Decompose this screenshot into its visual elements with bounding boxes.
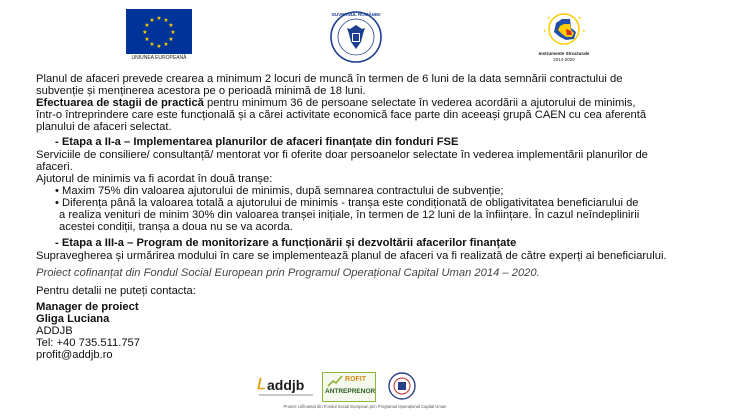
svg-text:★: ★ [168, 22, 174, 29]
svg-text:★: ★ [170, 29, 176, 36]
government-logo [330, 11, 382, 63]
business-plan-paragraph-line1: Planul de afaceri prevede crearea a minimum 2 locuri de muncă în termen de 6 luni de la data semnării contractului de [36, 73, 623, 85]
structural-instruments-years: 2014-2020 [553, 57, 575, 62]
svg-text:★: ★ [578, 15, 582, 20]
bullet-second-tranche-line1: • Diferența până la valoarea totală a ajutorului de minimis - tranșa este condiționată de obligativitatea beneficiarului de [55, 197, 639, 209]
cofinancing-note: Proiect cofinanțat din Fondul Social European prin Programul Operațional Capital Uman 2014 – 2020. [36, 267, 540, 279]
internship-text: pentru minimum 36 de persoane selectate în vederea acordării a ajutorului de minimis, [203, 97, 636, 109]
partner-seal-logo [388, 372, 416, 400]
svg-text:★: ★ [163, 17, 169, 24]
profit-antreprenor-logo [322, 372, 376, 402]
addjb-a-icon: 𝐿 [257, 376, 266, 393]
bullet-second-tranche-line2: a realiza venituri de minim 30% din valoarea tranșei inițiale, în termen de 12 luni de la înființare. În cazul neîndeplinirii [59, 209, 640, 221]
svg-text:★: ★ [156, 43, 162, 50]
footer-caption: Proiect cofinanțat din Fondul Social European prin Programul Operațional Capital Uman [283, 404, 447, 409]
eu-logo [126, 9, 192, 63]
internship-heading: Efectuarea de stagii de practică [36, 97, 204, 109]
partner-seal-icon [388, 372, 416, 400]
svg-text:★: ★ [144, 36, 150, 43]
structural-instruments-icon [534, 10, 594, 50]
consulting-paragraph-line1: Serviciile de consiliere/ consultanță/ mentorat vor fi oferite doar persoanelor selectate în vederea implementării planurilor de [36, 149, 648, 161]
structural-instruments-caption: Instrumente Structurale [538, 51, 590, 56]
eu-flag-icon [126, 9, 192, 54]
eu-caption: UNIUNEA EUROPEANĂ [131, 55, 187, 61]
contact-email[interactable]: profit@addjb.ro [36, 349, 113, 361]
growth-arrow-icon [327, 375, 343, 387]
addjb-logo [257, 374, 315, 398]
bullet-second-tranche-line3: acestei condiții, tranșa a doua nu se va acorda. [59, 221, 293, 233]
stage-three-heading: - Etapa a III-a – Program de monitorizare a funcționării și dezvoltării afacerilor finanțate [55, 237, 517, 249]
svg-text:★: ★ [163, 41, 169, 48]
svg-text:★: ★ [168, 36, 174, 43]
contact-intro: Pentru detalii ne puteți contacta: [36, 285, 196, 297]
svg-text:★: ★ [543, 28, 547, 33]
svg-text:★: ★ [547, 15, 551, 20]
internship-paragraph-line3: planului de afaceri selectat. [36, 121, 172, 133]
government-ring-text: GUVERNUL ROMÂNIEI [331, 12, 381, 17]
minimis-intro: Ajutorul de minimis va fi acordat în două tranșe: [36, 173, 273, 185]
contact-name: Gliga Luciana [36, 313, 110, 325]
svg-text:★: ★ [582, 28, 586, 33]
business-plan-paragraph-line2: subvenție și menținerea acestora pe o perioadă minimă de 18 luni. [36, 85, 366, 97]
svg-text:★: ★ [149, 17, 155, 24]
svg-text:★: ★ [149, 41, 155, 48]
structural-instruments-logo [534, 10, 594, 64]
svg-text:★: ★ [144, 22, 150, 29]
stage-two-heading: - Etapa a II-a – Implementarea planurilor de afaceri finanțate din fonduri FSE [55, 136, 459, 148]
bullet-first-tranche: • Maxim 75% din valoarea ajutorului de minimis, după semnarea contractului de subvenție; [55, 185, 504, 197]
contact-phone[interactable]: Tel: +40 735.511.757 [36, 337, 140, 349]
antreprenor-logo-text: ANTREPRENOR [325, 388, 376, 395]
consulting-paragraph-line2: afaceri. [36, 161, 73, 173]
contact-role: Manager de proiect [36, 301, 139, 313]
svg-text:★: ★ [142, 29, 148, 36]
internship-paragraph-line2: într-o întreprindere care este funcțională și a cărei activitate economică face parte din aceeași grupă CAEN cu cea aferentă [36, 109, 647, 121]
svg-text:★: ★ [156, 15, 162, 22]
addjb-logo-text: addjb [267, 377, 305, 393]
monitoring-paragraph: Supravegherea și urmărirea modului în care se implementează planul de afaceri va fi realizată de către experți ai beneficiarului. [36, 250, 667, 262]
contact-organization: ADDJB [36, 325, 73, 337]
profit-logo-text: ROFIT [345, 376, 366, 383]
internship-paragraph-line1 [36, 97, 635, 109]
